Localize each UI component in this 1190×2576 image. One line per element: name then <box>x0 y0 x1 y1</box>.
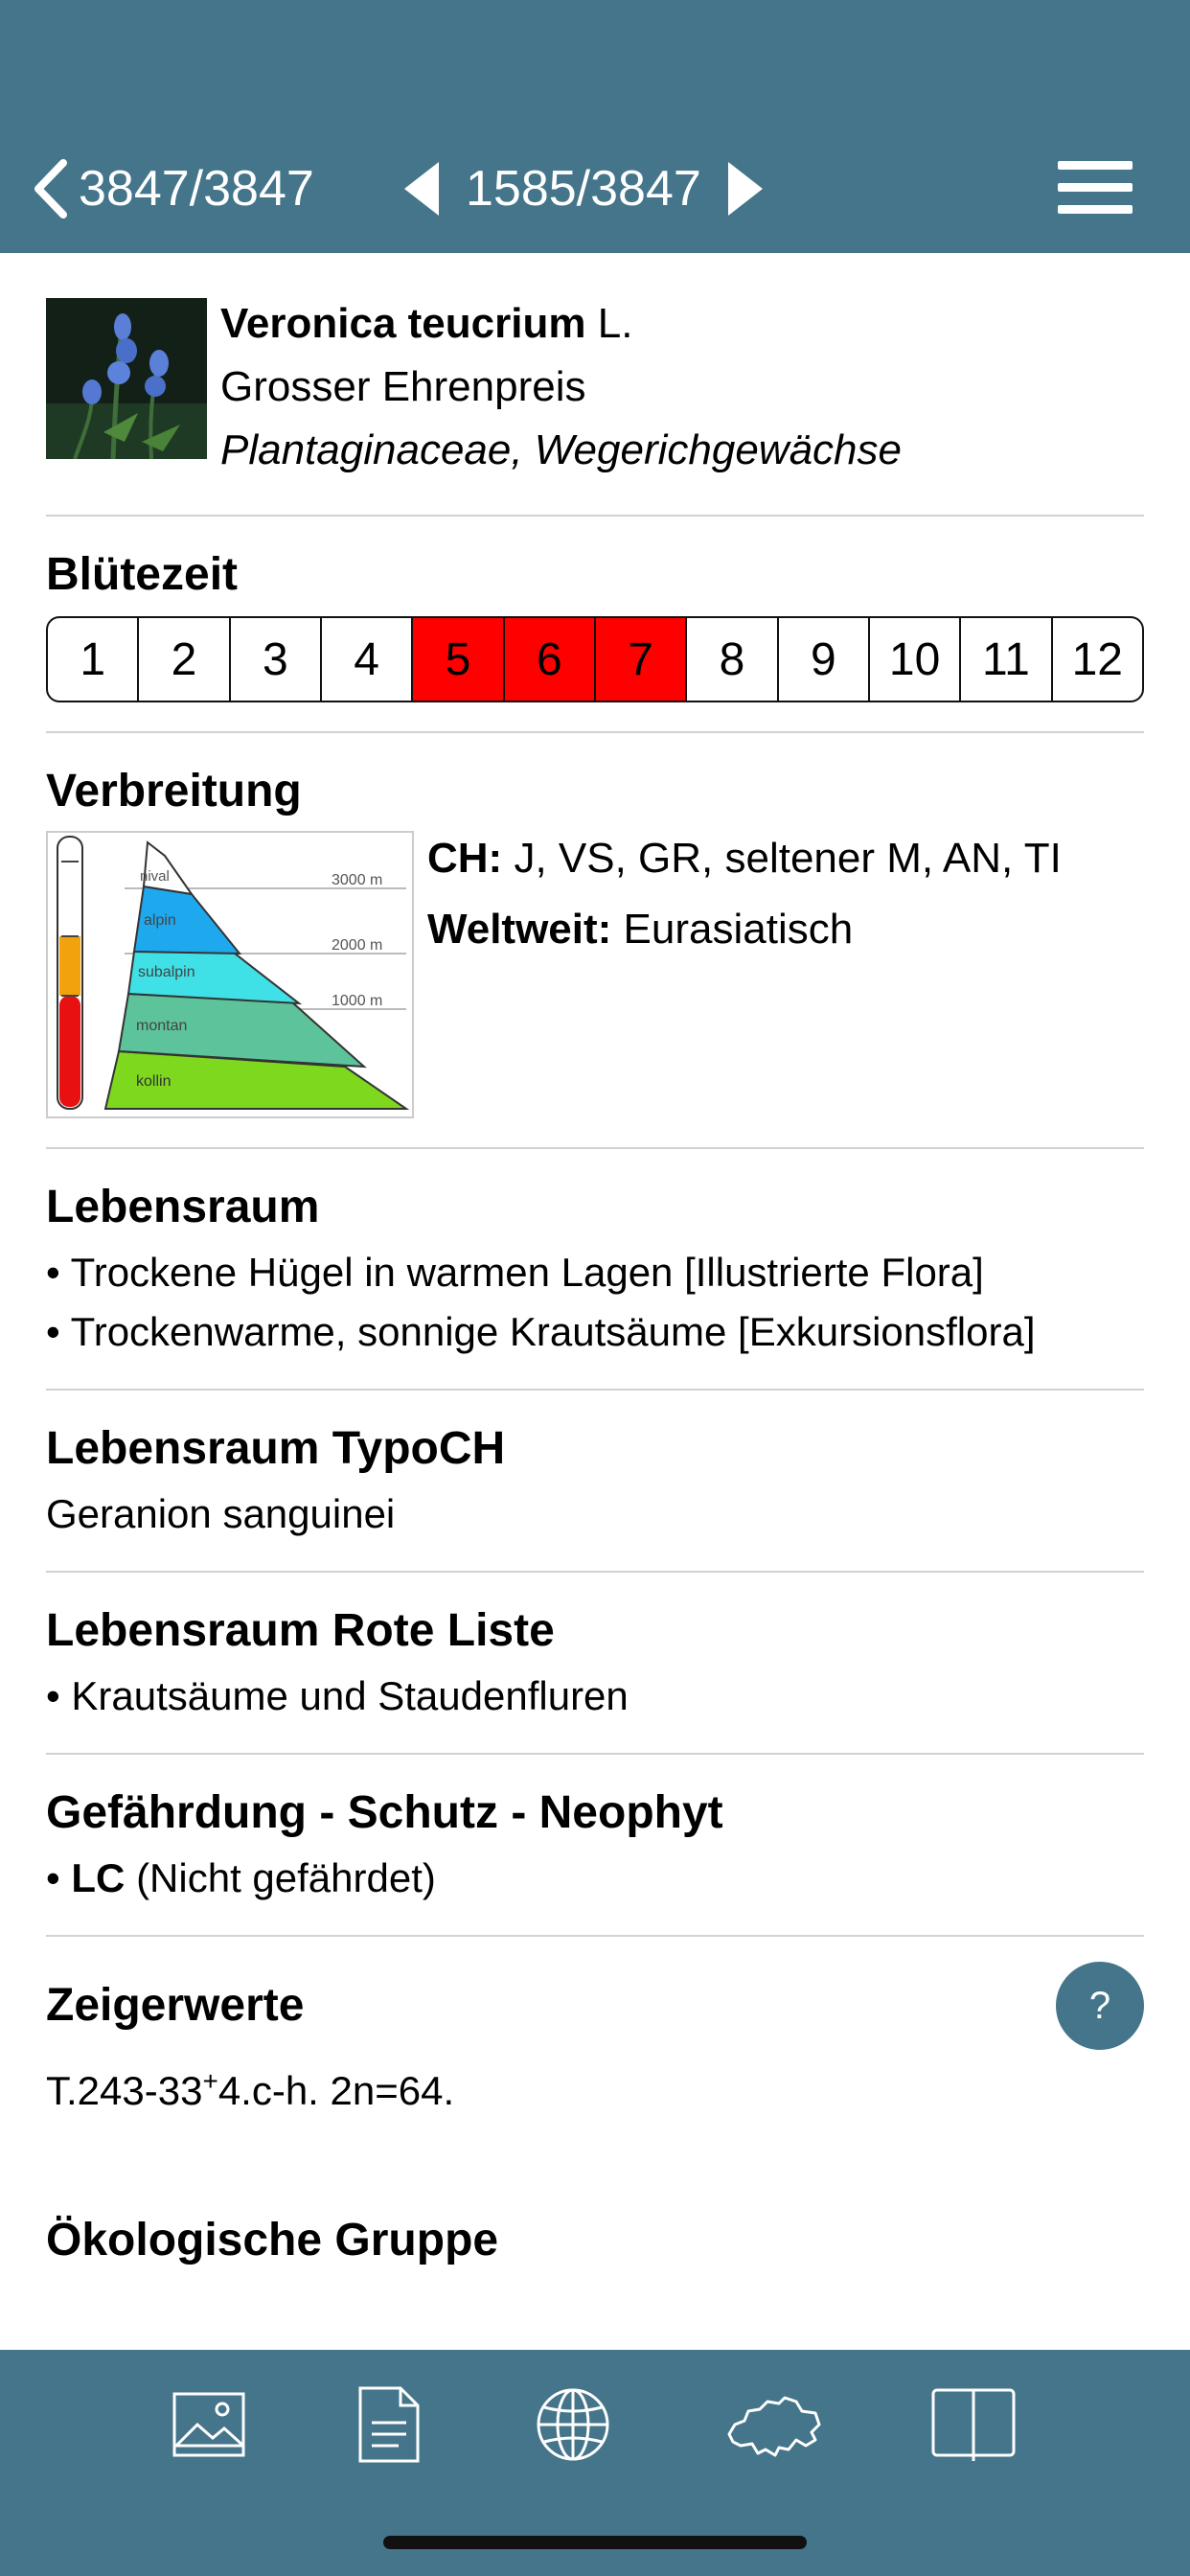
threat-section <box>46 1755 1144 1935</box>
height-2000: 2000 m <box>332 937 383 954</box>
threat-code: LC <box>71 1855 126 1900</box>
month-cell: 1 <box>48 618 139 701</box>
globe-icon[interactable] <box>525 2379 621 2471</box>
month-cell: 9 <box>779 618 870 701</box>
family-name: Plantaginaceae, Wegerichgewächse <box>220 426 902 473</box>
world-label: Weltweit: <box>427 906 612 953</box>
threat-bullet: • <box>46 1855 60 1900</box>
document-icon[interactable] <box>341 2379 437 2471</box>
zone-montan: montan <box>136 1018 188 1034</box>
distribution-world <box>427 894 1062 965</box>
flowering-section <box>46 517 1144 731</box>
distribution-ch <box>427 823 1062 894</box>
taxon-names <box>220 292 902 482</box>
month-cell: 4 <box>322 618 413 701</box>
zone-kollin: kollin <box>136 1073 172 1090</box>
previous-triangle-icon[interactable] <box>402 160 441 218</box>
taxon-header <box>46 253 1144 515</box>
zone-subalpin: subalpin <box>138 964 195 980</box>
home-indicator[interactable] <box>383 2536 807 2549</box>
hamburger-menu-icon[interactable] <box>1058 161 1133 218</box>
red-list-habitat-title: Lebensraum Rote Liste <box>46 1605 555 1656</box>
red-list-habitat-value: • Krautsäume und Staudenfluren <box>46 1673 629 1718</box>
month-cell-active: 6 <box>505 618 596 701</box>
book-icon[interactable] <box>927 2379 1019 2471</box>
taxon-author: L. <box>597 300 633 347</box>
habitat-line: • Trockene Hügel in warmen Lagen [Illustrierte Flora] <box>46 1250 984 1295</box>
scientific-name-line <box>220 292 902 356</box>
ch-value: J, VS, GR, seltener M, AN, TI <box>514 835 1062 882</box>
record-position: 1585/3847 <box>466 161 701 217</box>
indicator-value-sup: + <box>202 2066 218 2096</box>
typoch-value: Geranion sanguinei <box>46 1491 396 1536</box>
typoch-section <box>46 1391 1144 1571</box>
height-1000: 1000 m <box>332 993 383 1009</box>
indicator-value-rest: 4.c-h. 2n=64. <box>217 2068 455 2113</box>
month-bar <box>46 616 1144 702</box>
distribution-row <box>46 831 1144 1118</box>
threat-title: Gefährdung - Schutz - Neophyt <box>46 1787 723 1838</box>
month-cell: 11 <box>961 618 1052 701</box>
next-triangle-icon[interactable] <box>726 160 765 218</box>
switzerland-map-icon[interactable] <box>721 2379 826 2471</box>
month-cell: 12 <box>1071 633 1123 685</box>
common-name: Grosser Ehrenpreis <box>220 363 586 410</box>
zone-nival: nival <box>140 868 170 885</box>
help-button[interactable]: ? <box>1056 1962 1144 2050</box>
ecological-group-title: Ökologische Gruppe <box>46 2215 499 2266</box>
chevron-left-icon <box>33 159 67 218</box>
month-cell: 2 <box>139 618 230 701</box>
typoch-title: Lebensraum TypoCH <box>46 1423 506 1474</box>
ecological-group-section <box>46 2159 1144 2299</box>
image-icon[interactable] <box>161 2379 257 2471</box>
scientific-name: Veronica teucrium <box>220 300 586 347</box>
distribution-section <box>46 733 1144 1147</box>
header-bar <box>0 0 1190 253</box>
indicator-title: Zeigerwerte <box>46 1980 305 2031</box>
habitat-section <box>46 1149 1144 1389</box>
habitat-title: Lebensraum <box>46 1182 320 1232</box>
month-cell: 10 <box>870 618 961 701</box>
month-cell-active: 7 <box>596 618 687 701</box>
altitude-diagram[interactable] <box>46 831 414 1118</box>
month-cell: 8 <box>687 618 778 701</box>
month-cell-active: 5 <box>413 618 504 701</box>
distribution-text <box>427 823 1062 1118</box>
threat-status <box>46 1849 1144 1908</box>
month-cell: 3 <box>231 618 322 701</box>
threat-description: (Nicht gefährdet) <box>136 1855 436 1900</box>
habitat-line: • Trockenwarme, sonnige Krautsäume [Exkursionsflora] <box>46 1309 1036 1354</box>
indicator-value-main: T.243-33 <box>46 2068 203 2113</box>
back-button[interactable] <box>33 153 314 224</box>
world-value: Eurasiatisch <box>623 906 854 953</box>
indicator-value <box>46 2052 1144 2121</box>
height-3000: 3000 m <box>332 872 383 888</box>
red-list-habitat-section <box>46 1573 1144 1753</box>
zone-alpin: alpin <box>144 912 176 929</box>
record-navigator <box>402 153 765 224</box>
back-label: 3847/3847 <box>79 161 314 217</box>
flowering-title: Blütezeit <box>46 549 239 600</box>
species-detail <box>46 253 1144 2350</box>
ch-label: CH: <box>427 835 503 882</box>
species-photo[interactable] <box>46 298 207 459</box>
indicator-values-section <box>46 1937 1144 2159</box>
indicator-header <box>46 1962 1144 2050</box>
distribution-title: Verbreitung <box>46 766 302 816</box>
